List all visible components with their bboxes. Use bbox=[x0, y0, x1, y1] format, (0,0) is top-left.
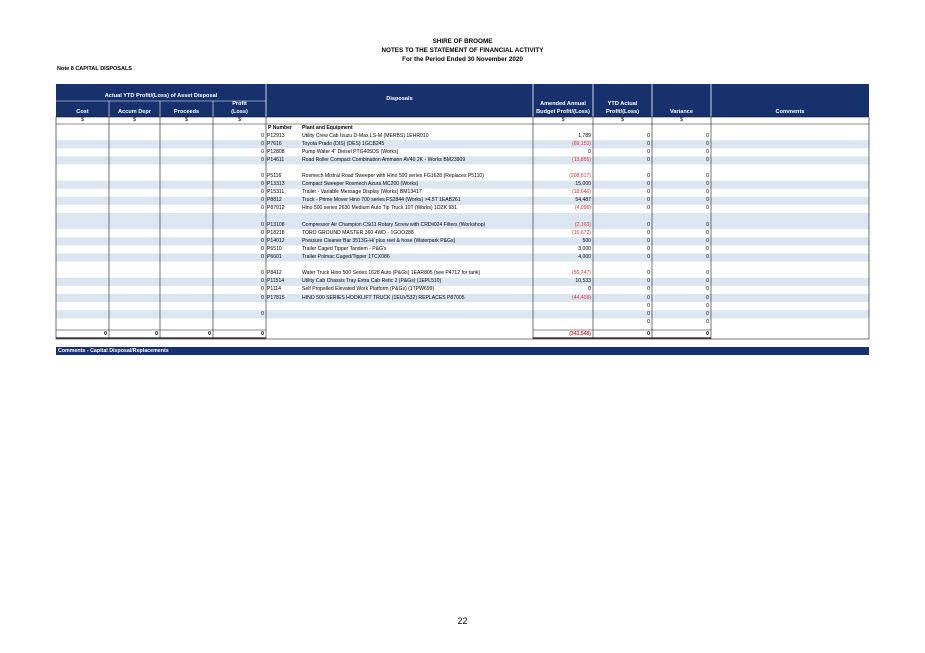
row-budget: (208,617) bbox=[569, 173, 591, 179]
row-budget: (55,247) bbox=[572, 270, 591, 277]
row-variance: 0 bbox=[706, 140, 709, 147]
row-p-number: P13313 bbox=[267, 181, 285, 188]
row-variance: 0 bbox=[706, 148, 709, 155]
row-profit-loss: 0 bbox=[261, 173, 264, 179]
row-variance: 0 bbox=[706, 181, 709, 188]
row-variance: 0 bbox=[706, 156, 709, 163]
report-title: NOTES TO THE STATEMENT OF FINANCIAL ACTIVITY bbox=[381, 47, 544, 54]
row-description: Hino 500 series 2630 Medium Auto Tip Truck 10T (Works) 1DZK 931 bbox=[302, 205, 457, 212]
row-variance: 0 bbox=[706, 302, 709, 309]
row-profit-loss: 0 bbox=[261, 294, 264, 301]
row-p-number: P7616 bbox=[267, 140, 282, 147]
row-description: Compact Sweeper Rosmech Azura MC200 (Works) bbox=[302, 181, 419, 188]
actual-ytd-group-header: Actual YTD Profit/(Loss) of Asset Disposal bbox=[104, 93, 218, 99]
row-p-number: P8412 bbox=[267, 270, 282, 277]
row-description: Pressure Cleaner Bar 3513G-H/ plus reel & hose (Waterpark P&Gs) bbox=[302, 237, 456, 244]
org-name: SHIRE OF BROOME bbox=[432, 38, 493, 45]
row-ytd: 0 bbox=[647, 205, 650, 212]
row-description: Pump Water 4" Diesel PTG405DS (Works) bbox=[302, 148, 399, 155]
row-ytd: 0 bbox=[647, 294, 650, 301]
currency-ytd: $ bbox=[621, 117, 624, 123]
row-p-number: P14611 bbox=[267, 156, 285, 163]
row-shade bbox=[56, 310, 869, 318]
currency-proceeds: $ bbox=[185, 117, 188, 123]
row-description: Trailer Polmac Caged/Tipper 1TCX086 bbox=[302, 254, 390, 260]
row-ytd: 0 bbox=[647, 254, 650, 260]
row-description: HINO 500 SERIES HOOKLIFT TRUCK (1EUV532) REPLACES P87005 bbox=[302, 294, 465, 301]
plant-equipment-header: Plant and Equipment bbox=[302, 125, 353, 131]
col-header-ytd-profit-loss: Profit/(Loss) bbox=[606, 109, 639, 115]
row-variance: 0 bbox=[706, 270, 709, 277]
row-p-number: P17815 bbox=[267, 294, 285, 301]
row-profit-loss: 0 bbox=[261, 237, 264, 244]
page-number: 22 bbox=[457, 616, 468, 626]
row-variance: 0 bbox=[706, 278, 709, 285]
row-profit-loss: 0 bbox=[261, 156, 264, 163]
row-description: Toyota Prado (DIS) (DES) 1GCB245 bbox=[302, 140, 385, 147]
row-p-number: P8812 bbox=[267, 197, 282, 204]
row-budget: 1,789 bbox=[578, 132, 591, 139]
row-ytd: 0 bbox=[647, 221, 650, 228]
row-variance: 0 bbox=[706, 254, 709, 260]
row-description: Rosmech Mistral Road Sweeper with Hino 500 series FG1628 (Replaces P5110) bbox=[302, 173, 484, 179]
row-variance: 0 bbox=[706, 245, 709, 252]
currency-accum: $ bbox=[133, 117, 136, 123]
row-budget: (18,646) bbox=[572, 189, 591, 196]
row-variance: 0 bbox=[706, 132, 709, 139]
row-profit-loss: 0 bbox=[261, 310, 264, 317]
row-variance: 0 bbox=[706, 237, 709, 244]
col-header-profit: Profit bbox=[232, 101, 247, 107]
row-description: TORO GROUND MASTER 360 4WD - 1GOO288 bbox=[302, 229, 414, 236]
row-ytd: 0 bbox=[647, 140, 650, 147]
row-budget: (16,672) bbox=[572, 229, 591, 236]
col-header-comments: Comments bbox=[775, 109, 805, 115]
row-variance: 0 bbox=[706, 229, 709, 236]
total-variance: 0 bbox=[706, 331, 709, 337]
col-header-loss: (Loss) bbox=[231, 109, 248, 115]
row-p-number: P13108 bbox=[267, 221, 285, 228]
row-budget: (2,163) bbox=[574, 221, 591, 228]
row-profit-loss: 0 bbox=[261, 278, 264, 285]
col-header-amended-annual: Amended Annual bbox=[540, 101, 586, 107]
row-ytd: 0 bbox=[647, 286, 650, 293]
row-profit-loss: 0 bbox=[261, 254, 264, 260]
row-description: Water Truck Hino 500 Series 1628 Auto (P&Gs) 1EAR805 (see P4712 for tank) bbox=[302, 270, 481, 277]
row-variance: 0 bbox=[706, 310, 709, 317]
row-p-number: P11514 bbox=[267, 278, 285, 285]
row-profit-loss: 0 bbox=[261, 189, 264, 196]
row-profit-loss: 0 bbox=[261, 140, 264, 147]
row-profit-loss: 0 bbox=[261, 205, 264, 212]
row-budget: (44,408) bbox=[572, 294, 591, 301]
row-description: Utility Cab Chassis Tray Extra Cab Retic 2 (P&Gs) (1EPL510) bbox=[302, 278, 442, 285]
row-profit-loss: 0 bbox=[261, 221, 264, 228]
row-p-number: P12913 bbox=[267, 132, 285, 139]
row-profit-loss: 0 bbox=[261, 270, 264, 277]
col-header-budget-profit-loss: Budget Profit/(Loss) bbox=[536, 109, 590, 115]
row-budget: 0 bbox=[588, 148, 591, 155]
row-ytd: 0 bbox=[647, 318, 650, 325]
row-ytd: 0 bbox=[647, 173, 650, 179]
row-profit-loss: 0 bbox=[261, 148, 264, 155]
row-budget: 0 bbox=[588, 286, 591, 293]
row-p-number: P1114 bbox=[267, 286, 281, 293]
row-ytd: 0 bbox=[647, 302, 650, 309]
row-profit-loss: 0 bbox=[261, 197, 264, 204]
row-profit-loss: 0 bbox=[261, 181, 264, 188]
row-variance: 0 bbox=[706, 197, 709, 204]
row-budget: 10,533 bbox=[575, 278, 591, 285]
currency-profit: $ bbox=[238, 117, 241, 123]
report-period: For the Period Ended 30 November 2020 bbox=[402, 56, 523, 63]
row-variance: 0 bbox=[706, 189, 709, 196]
row-variance: 0 bbox=[706, 286, 709, 293]
row-p-number: P12808 bbox=[267, 148, 285, 155]
col-header-disposals: Disposals bbox=[386, 96, 413, 102]
col-header-proceeds: Proceeds bbox=[173, 109, 200, 115]
row-p-number: P14012 bbox=[267, 237, 285, 244]
row-budget: 4,000 bbox=[578, 254, 591, 260]
total-proceeds: 0 bbox=[208, 331, 211, 337]
row-description: Road Roller Compact Combination Ammann AV40 2K - Works BM23909 bbox=[302, 156, 466, 163]
row-ytd: 0 bbox=[647, 197, 650, 204]
row-p-number: P15311 bbox=[267, 189, 285, 196]
row-description: Trailer - Variable Message Display (Works) BM13417 bbox=[302, 189, 422, 196]
total-ytd: 0 bbox=[647, 331, 650, 337]
row-shade bbox=[56, 213, 869, 221]
row-ytd: 0 bbox=[647, 148, 650, 155]
row-ytd: 0 bbox=[647, 310, 650, 317]
row-p-number: P18218 bbox=[267, 229, 285, 236]
row-profit-loss: 0 bbox=[261, 286, 264, 293]
p-number-header: P Number bbox=[268, 125, 292, 131]
row-profit-loss: 0 bbox=[261, 245, 264, 252]
row-description: Utility Crew Cab Isuzu D-Max LS-M (MERBS) 1EHR010 bbox=[302, 132, 429, 139]
note-title: Note 8 CAPITAL DISPOSALS bbox=[57, 66, 132, 72]
row-description: Truck - Prime Mover Hino 700 series FS2844 (Works) >4.5T 1EAB261 bbox=[302, 197, 461, 204]
row-variance: 0 bbox=[706, 294, 709, 301]
row-p-number: P6601 bbox=[267, 254, 282, 260]
row-description: Trailer Caged Tipper Tandem - P&G's bbox=[302, 245, 387, 252]
row-ytd: 0 bbox=[647, 237, 650, 244]
total-accum-depr: 0 bbox=[155, 331, 158, 337]
row-budget: (13,855) bbox=[572, 156, 591, 163]
currency-cost: $ bbox=[81, 117, 84, 123]
row-variance: 0 bbox=[706, 205, 709, 212]
currency-variance: $ bbox=[680, 117, 683, 123]
col-header-ytd-actual: YTD Actual bbox=[607, 101, 638, 107]
row-ytd: 0 bbox=[647, 245, 650, 252]
row-budget: (4,096) bbox=[574, 205, 591, 212]
row-budget: 3,000 bbox=[578, 245, 591, 252]
row-variance: 0 bbox=[706, 173, 709, 179]
row-profit-loss: 0 bbox=[261, 229, 264, 236]
row-description: Compressor Air Champion CSi11 Rotary Screw with CRDii024 Filters (Workshop) bbox=[302, 221, 486, 228]
row-ytd: 0 bbox=[647, 132, 650, 139]
comments-footer-bar: Comments - Capital Disposal/Replacements bbox=[56, 347, 869, 355]
col-header-cost: Cost bbox=[76, 109, 89, 115]
currency-budget: $ bbox=[561, 117, 565, 123]
row-ytd: 0 bbox=[647, 189, 650, 196]
row-profit-loss: 0 bbox=[261, 132, 264, 139]
row-ytd: 0 bbox=[647, 181, 650, 188]
row-variance: 0 bbox=[706, 221, 709, 228]
row-p-number: P6510 bbox=[267, 245, 282, 252]
col-header-variance: Variance bbox=[669, 109, 693, 115]
row-budget: 500 bbox=[582, 237, 591, 244]
row-ytd: 0 bbox=[647, 156, 650, 163]
col-header-accum-depr: Accum Depr bbox=[118, 109, 151, 115]
row-variance: 0 bbox=[706, 318, 709, 325]
row-p-number: P5116 bbox=[267, 173, 282, 179]
row-description: Self Propelled Elevated Work Platform (P&Gs) (1TPW699) bbox=[302, 286, 435, 293]
row-p-number: P87012 bbox=[267, 205, 285, 212]
row-budget: 15,000 bbox=[575, 181, 591, 188]
total-cost: 0 bbox=[104, 331, 107, 337]
total-budget: (343,548) bbox=[569, 331, 591, 337]
row-ytd: 0 bbox=[647, 278, 650, 285]
total-profit-loss: 0 bbox=[261, 331, 264, 337]
row-ytd: 0 bbox=[647, 270, 650, 277]
row-ytd: 0 bbox=[647, 229, 650, 236]
row-budget: 54,487 bbox=[575, 197, 591, 204]
row-budget: (69,153) bbox=[572, 140, 591, 147]
